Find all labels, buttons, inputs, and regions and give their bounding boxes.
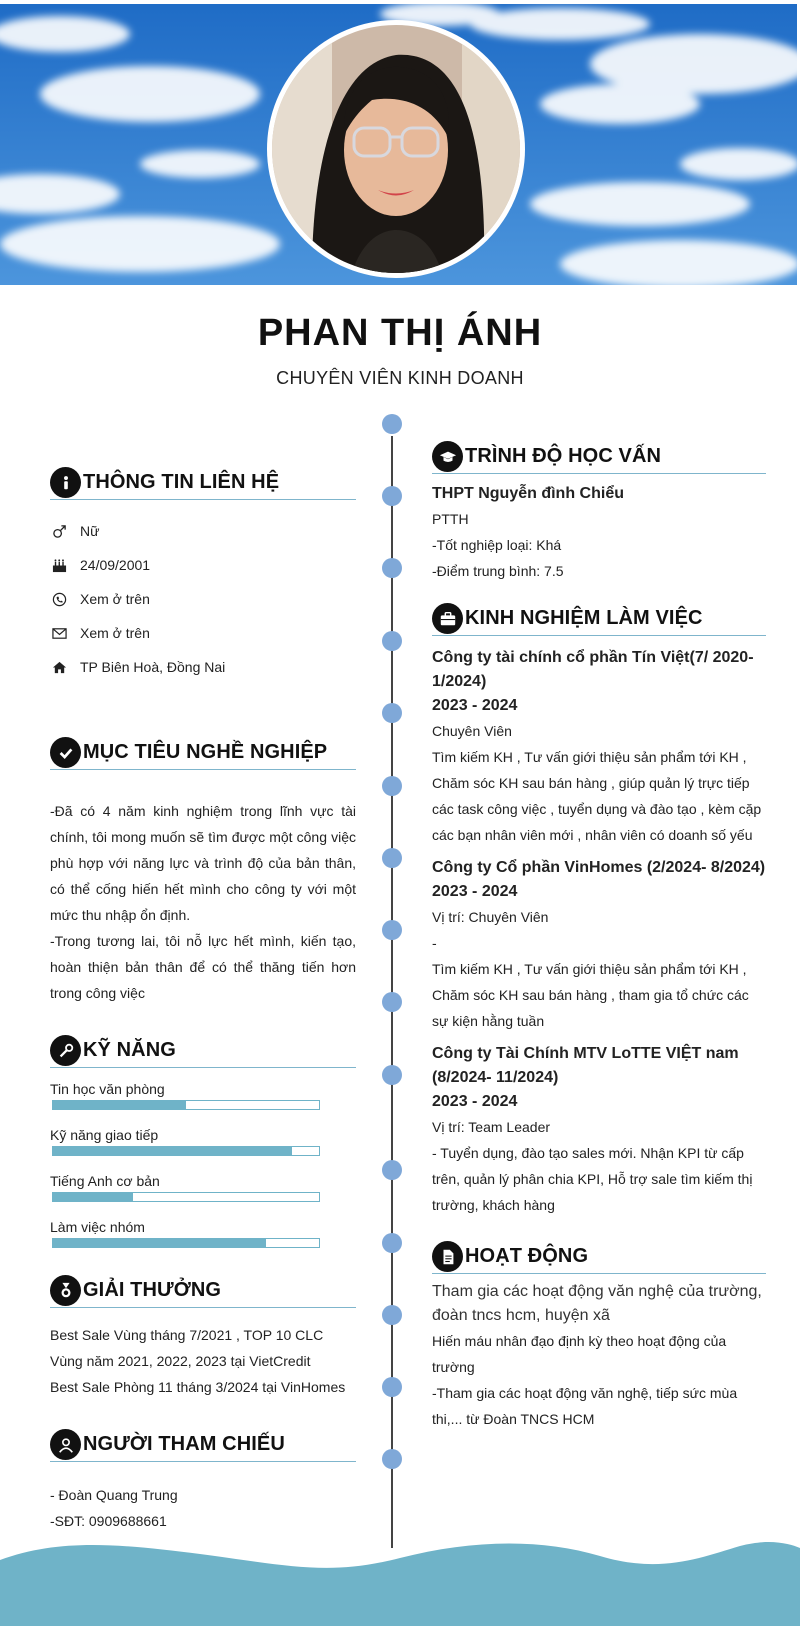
avatar [272,25,520,273]
job-title: CHUYÊN VIÊN KINH DOANH [276,368,524,388]
section-header [50,1428,356,1462]
graduation-grade: -Tốt nghiệp loại: Khá [432,537,562,553]
activities-section [432,1240,766,1432]
job-entry [432,646,766,848]
activities-entry [432,1280,766,1432]
objective-paragraph: -Đã có 4 năm kinh nghiệm trong lĩnh vực tài chính, tôi mong muốn sẽ tìm được một công việc phù hợp với năng lực và trình độ của bản thân, có thể cống hiến hết mình cho công ty với một mức thu nhập ổn định. [50,803,356,923]
home-icon [50,660,80,675]
checkmark-icon [50,737,81,768]
contact-birthday [50,548,356,582]
section-title: THÔNG TIN LIÊN HỆ [83,471,280,493]
skill-bar-fill [53,1147,292,1155]
timeline-dot [382,486,402,506]
left-column [50,466,356,1534]
contact-gender [50,514,356,548]
job-entry [432,1042,766,1218]
job-years: 2023 - 2024 [432,883,518,900]
award-item: Best Sale Phòng 11 tháng 3/2024 tại VinHomes [50,1379,346,1395]
school-name: THPT Nguyễn đình Chiểu [432,485,624,502]
wrench-icon [50,1035,81,1066]
contact-text: Nữ [80,523,100,539]
skill-item [50,1078,356,1110]
job-description: Tìm kiếm KH , Tư vấn giới thiệu sản phẩm tới KH , Chăm sóc KH sau bán hàng , tham gia tổ chức các sự kiện hằng tuần [432,961,749,1029]
timeline-dot [382,1065,402,1085]
job-years: 2023 - 2024 [432,1093,518,1110]
contact-text: TP Biên Hoà, Đồng Nai [80,659,226,675]
timeline-dot [382,1377,402,1397]
skills-section [50,1034,356,1248]
email-icon [50,626,80,641]
skill-item [50,1216,356,1248]
section-title: NGƯỜI THAM CHIẾU [83,1433,285,1455]
experience-section [432,602,766,1218]
contact-text: 24/09/2001 [80,557,151,573]
job-description: - Tuyển dụng, đào tạo sales mới. Nhận KPI từ cấp trên, quản lý phân chia KPI, Hỗ trợ sale tìm kiếm thị trường, khách hàng [432,1145,753,1213]
timeline-dot [382,776,402,796]
job-company: Công ty Cổ phần VinHomes (2/2024- 8/2024) [432,859,766,876]
portrait-image [272,25,520,273]
skill-item [50,1170,356,1202]
activity-title: Tham gia các hoạt động văn nghệ của trường, đoàn tncs hcm, huyện xã [432,1283,762,1324]
job-description: Tìm kiếm KH , Tư vấn giới thiệu sản phẩm tới KH , Chăm sóc KH sau bán hàng , giúp quản lý trực tiếp các task công việc , tuyển dụng và đào tạo , kèm cặp các bạn nhân viên mới , nhân viên có doanh số yếu [432,749,762,843]
header-banner [0,4,797,285]
person-icon [50,1429,81,1460]
award-item: Best Sale Vùng tháng 7/2021 , TOP 10 CLC Vùng năm 2021, 2022, 2023 tại VietCredit [50,1327,324,1369]
job-years: 2023 - 2024 [432,697,518,714]
timeline-dot [382,558,402,578]
section-title: TRÌNH ĐỘ HỌC VẤN [465,445,662,467]
section-header [50,1034,356,1068]
timeline-dot [382,920,402,940]
footer-wave [0,1538,800,1626]
timeline-dot [382,631,402,651]
gpa: -Điểm trung bình: 7.5 [432,563,564,579]
education-entry [432,482,766,584]
contact-email [50,616,356,650]
activity-item: -Tham gia các hoạt động văn nghệ, tiếp sức mùa thi,... từ Đoàn TNCS HCM [432,1385,738,1427]
profile-photo [267,20,525,278]
section-header [432,602,766,636]
gender-icon [50,524,80,539]
timeline-dot [382,703,402,723]
timeline-dot [382,1160,402,1180]
job-position: Vị trí: Team Leader [432,1119,551,1135]
medal-icon [50,1275,81,1306]
skill-bar-fill [53,1101,186,1109]
references-section [50,1428,356,1534]
education-section [432,440,766,584]
timeline-dot [382,414,402,434]
reference-name: - Đoàn Quang Trung [50,1487,178,1503]
phone-icon [50,592,80,607]
objective-section [50,736,356,1006]
birthday-cake-icon [50,558,80,573]
skill-bar [52,1100,320,1110]
person-name: PHAN THỊ ÁNH [257,312,543,354]
timeline-dot [382,1449,402,1469]
contact-address [50,650,356,684]
skill-label: Tin học văn phòng [50,1081,165,1097]
section-header [50,466,356,500]
skill-bar-fill [53,1239,266,1247]
timeline-dot [382,848,402,868]
job-entry [432,856,766,1034]
contact-list [50,514,356,684]
section-title: MỤC TIÊU NGHỀ NGHIỆP [83,741,328,763]
reference-phone: -SĐT: 0909688661 [50,1513,167,1529]
objective-paragraph: -Trong tương lai, tôi nỗ lực hết mình, kiến tạo, hoàn thiện bản thân để có thể thăng tiến hơn trong công việc [50,933,356,1001]
job-company: Công ty Tài Chính MTV LoTTE VIỆT nam (8/2024- 11/2024) [432,1045,739,1086]
section-header [432,1240,766,1274]
timeline-dot [382,992,402,1012]
skill-label: Làm việc nhóm [50,1219,145,1235]
contact-text: Xem ở trên [80,625,150,641]
contact-phone [50,582,356,616]
section-title: KINH NGHIỆM LÀM VIỆC [465,607,703,629]
skill-item [50,1124,356,1156]
contact-section [50,466,356,684]
right-column [432,440,766,1432]
section-title: HOẠT ĐỘNG [465,1245,589,1267]
skill-label: Tiếng Anh cơ bản [50,1173,160,1189]
section-header [50,736,356,770]
job-position: Vị trí: Chuyên Viên [432,909,549,925]
info-icon [50,467,81,498]
awards-section [50,1274,356,1400]
section-header [50,1274,356,1308]
timeline-dot [382,1233,402,1253]
section-title: KỸ NĂNG [83,1039,176,1061]
section-title: GIẢI THƯỞNG [83,1279,222,1301]
school-type: PTTH [432,511,469,527]
activity-item: Hiến máu nhân đạo định kỳ theo hoạt động của trường [432,1333,727,1375]
job-separator: - [432,935,437,951]
job-position: Chuyên Viên [432,723,512,739]
job-company: Công ty tài chính cổ phần Tín Việt(7/ 2020-1/2024) [432,649,754,690]
graduation-cap-icon [432,441,463,472]
contact-text: Xem ở trên [80,591,150,607]
document-icon [432,1241,463,1272]
skill-bar [52,1146,320,1156]
section-header [432,440,766,474]
skill-bar [52,1192,320,1202]
skill-bar [52,1238,320,1248]
skill-label: Kỹ năng giao tiếp [50,1127,159,1143]
timeline-dot [382,1305,402,1325]
skill-bar-fill [53,1193,133,1201]
skills-list [50,1078,356,1248]
briefcase-icon [432,603,463,634]
